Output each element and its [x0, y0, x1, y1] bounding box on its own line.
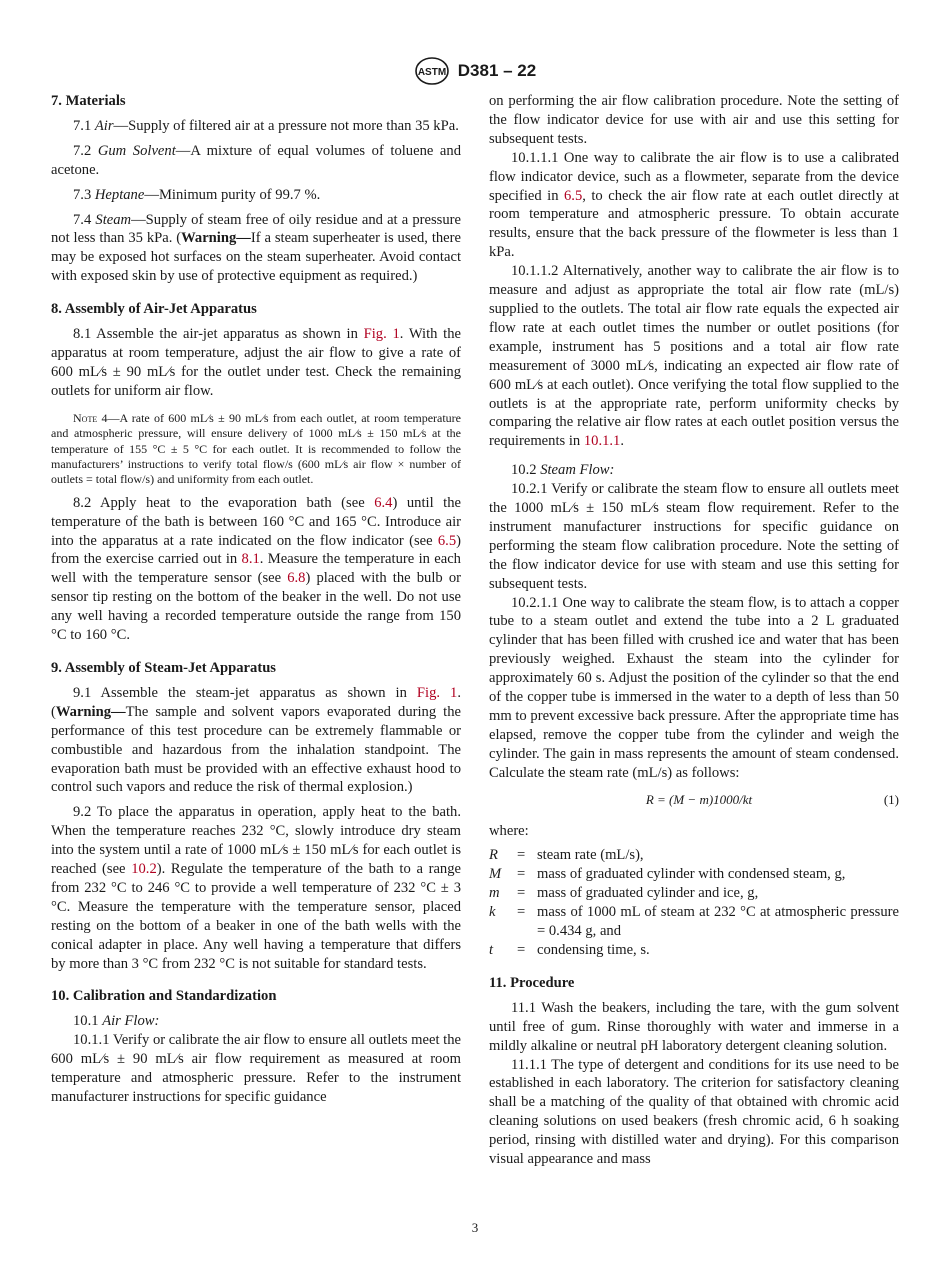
page-header [0, 56, 950, 86]
para-7-1: 7.1 Air—Supply of filtered air at a pressure not more than 35 kPa. [73, 117, 459, 134]
ref-6-4-link[interactable]: 6.4 [374, 494, 393, 511]
para-7-2: 7.2 Gum Solvent—A mixture of equal volumes of toluene and acetone. [51, 142, 462, 178]
equation-1 [489, 791, 899, 810]
section-10-title: 10. Calibration and Standardization [51, 988, 277, 1005]
section-8-title: 8. Assembly of Air-Jet Apparatus [51, 301, 257, 318]
ref-10-1-1-link[interactable]: 10.1.1 [583, 433, 621, 450]
ref-6-8-link[interactable]: 6.8 [287, 570, 306, 587]
svg-text:ASTM: ASTM [417, 67, 446, 78]
astm-logo-icon [414, 56, 450, 86]
para-10-1-1-2: 10.1.1.2 Alternatively, another way to calibrate the air flow is to measure and adjust as appropriate the total air flow rate (mL/s) supplied to the outlets. The total air flow rate equals the expected air flow rate at each outlet times the number or outlet positions (for example, instrument has 5 positions and a total air flow rate measurement of 3000 mL⁄s, indicating an expected air flow rate of 600 mL⁄s at each outlet). Once verifying the total flow supplied to the outlets is at the appropriate rate, perform uniformity checks by comparing the relative air flow rates at each outlet position versus the requirements in 10.1.1. [489, 263, 899, 450]
equation-number: (1) [883, 791, 899, 807]
para-10-1-1-continued: on performing the air flow calibration procedure. Note the setting of the flow indicator device for use with air and use this setting for subsequent tests. [489, 93, 899, 147]
document-id: D381 – 22 [457, 61, 537, 80]
para-9-2: 9.2 To place the apparatus in operation, apply heat to the bath. When the temperature reaches 232 °C, slowly introduce dry steam into the system until a rate of 1000 mL⁄s ± 150 mL⁄s for each outlet is reached (see 10.2). Regulate the temperature of the bath to a range from 232 °C to 246 °C to provide a well temperature of 232 °C ± 3 °C. Measure the temperature with the temperature sensor, placed resting on the bottom of a beaker in one of the bath wells with the conical adapter in place. Any well having a temperature that differs by more than 3 °C from 232 °C is not suitable for standard tests. [51, 804, 462, 972]
para-7-3: 7.3 Heptane—Minimum purity of 99.7 %. [73, 186, 321, 203]
fig-1-link[interactable]: Fig. 1 [416, 684, 458, 701]
note-4: Note 4—A rate of 600 mL⁄s ± 90 mL⁄s from each outlet, at room temperature and atmospheric pressure, will ensure delivery of 1000 mL⁄s ± 150 mL⁄s at the temperature of 155 °C ± 5 °C for each outlet. It is recommended to follow the manufacturers’ instructions to verify total flow/s (600 mL⁄s air flow × number of outlets = total flow/s) and uniformity from each outlet. [51, 410, 462, 487]
para-10-1: 10.1 Air Flow: [73, 1013, 160, 1030]
equation-formula: R = (M − m)1000/kt [645, 791, 753, 807]
para-11-1-1: 11.1.1 The type of detergent and conditions for its use need to be established in each laboratory. The criterion for satisfactory cleaning shall be a matching of the quality of that obtained with chromic acid cleaning solutions on used beakers (fresh chromic acid, 6 h soaking period, rinsing with distilled water and drying). For this comparison visual appearance and mass [489, 1056, 899, 1168]
section-7-title: 7. Materials [51, 93, 126, 109]
para-10-2-1-1: 10.2.1.1 One way to calibrate the steam flow, is to attach a copper tube to a steam outlet and extend the tube into a 2 L graduated cylinder that has been filled with crushed ice and water that has been previously weighed. Exhaust the steam into the cylinder for approximately 60 s. Adjust the position of the cylinder so that the end of the copper tube is immersed in the water to a depth of less than 50 mm to prevent excessive back pressure. After the appropriate time has elapsed, remove the copper tube from the cylinder and weigh the cylinder. The gain in mass represents the amount of steam condensed. Calculate the steam rate (mL/s) as follows: [489, 594, 899, 781]
definition-row: M = mass of graduated cylinder with condensed steam, g, [489, 866, 846, 883]
section-11-title: 11. Procedure [489, 974, 575, 991]
para-10-2-1: 10.2.1 Verify or calibrate the steam flow to ensure all outlets meet the 1000 mL⁄s ± 150 mL⁄s steam flow requirement. Refer to the instrument manufacturer instructions for specific guidance on performing the steam flow calibration procedure. Note the setting of the flow indicator device for use with steam and use this setting for subsequent tests. [489, 481, 899, 592]
section-9-title: 9. Assembly of Steam-Jet Apparatus [51, 659, 276, 676]
para-10-1-1-1: 10.1.1.1 One way to calibrate the air flow is to use a calibrated flow indicator device, such as a flowmeter, separate from the device specified in 6.5, to check the air flow rate at each outlet directly at room temperature and atmospheric pressure. To obtain accurate results, ensure that the back pressure of the flowmeter is less than 1 kPa. [489, 149, 899, 261]
fig-1-link[interactable]: Fig. 1 [363, 326, 400, 343]
ref-6-5-link[interactable]: 6.5 [437, 532, 457, 549]
para-8-1: 8.1 Assemble the air-jet apparatus as shown in Fig. 1. With the apparatus at room temperature, adjust the air flow to give a rate of 600 mL⁄s ± 90 mL⁄s for the outlet under test. Check the remaining outlets for uniform air flow. [51, 326, 462, 399]
left-column [51, 92, 461, 1107]
variable-definitions [489, 846, 899, 959]
para-7-4: 7.4 Steam—Supply of steam free of oily residue and at a pressure not less than 35 kPa. (Warning—If a steam superheater is used, there may be exposed hot surfaces on the steam superheater. Avoid contact with exposed skin by use of protective equipment as required.) [51, 211, 461, 285]
ref-6-5-link[interactable]: 6.5 [564, 187, 583, 204]
definition-row: m = mass of graduated cylinder and ice, g, [489, 885, 759, 902]
para-10-2: 10.2 Steam Flow: [511, 462, 615, 479]
page-number: 3 [471, 1220, 479, 1235]
para-11-1: 11.1 Wash the beakers, including the tare, with the gum solvent until free of gum. Rinse thoroughly with water and immerse in a mildly alkaline or neutral pH laboratory detergent cleaning solution. [489, 999, 899, 1054]
where-label: where: [489, 822, 529, 839]
para-10-1-1: 10.1.1 Verify or calibrate the air flow to ensure all outlets meet the 600 mL⁄s ± 90 mL⁄s air flow requirement as measured at room temperature and atmospheric pressure. Refer to the instrument manufacturer instructions for specific guidance [51, 1032, 461, 1105]
ref-8-1-link[interactable]: 8.1 [241, 551, 260, 568]
definition-row: R = steam rate (mL/s), [489, 847, 644, 864]
para-9-1: 9.1 Assemble the steam-jet apparatus as shown in Fig. 1. (Warning—The sample and solvent vapors evaporated during the performance of this test procedure can be extremely flammable or combustible and hazardous from the inhalation standpoint. The evaporation bath must be provided with an effective exhaust hood to control such vapors and reduce the risk of thermal explosion.) [51, 684, 462, 796]
definition-row: t = condensing time, s. [489, 941, 650, 958]
ref-10-2-link[interactable]: 10.2 [131, 861, 157, 878]
definition-row: k = mass of 1000 mL of steam at 232 °C at atmospheric pressure = 0.434 g, and [489, 904, 899, 940]
right-column [489, 92, 899, 1169]
para-8-2: 8.2 Apply heat to the evaporation bath (see 6.4) until the temperature of the bath is between 160 °C and 165 °C. Introduce air into the apparatus at a rate indicated on the flow indicator (see 6.5) from the exercise carried out in 8.1. Measure the temperature in each well with the temperature sensor (see 6.8) placed with the bulb or sensor tip resting on the bottom of the beaker in the well. Do not use any well having a recorded temperature outside the range from 150 °C to 160 °C. [51, 494, 461, 644]
